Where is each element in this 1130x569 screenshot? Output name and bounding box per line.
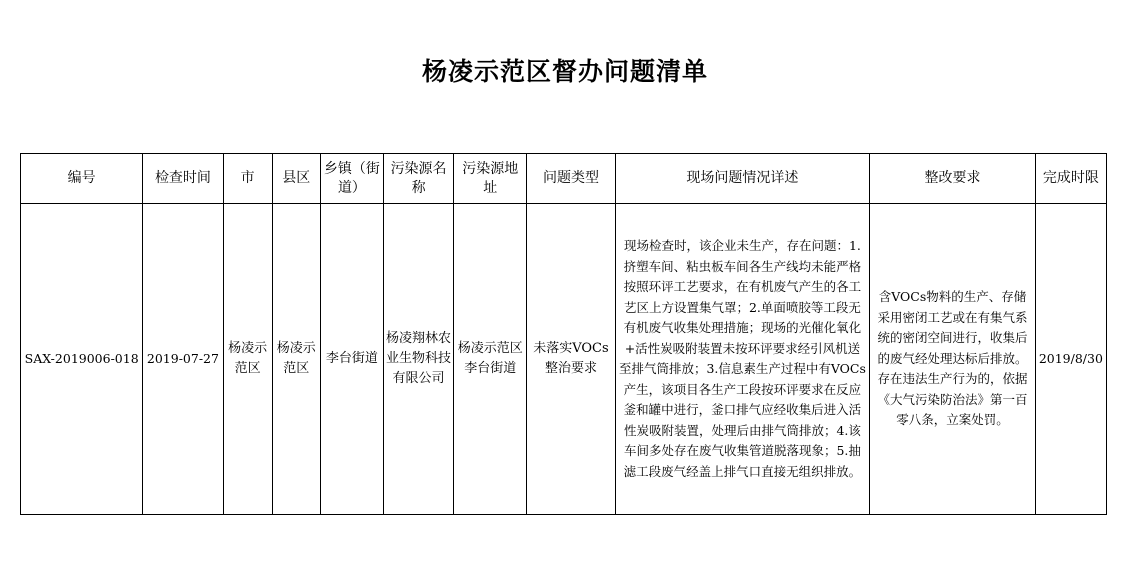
cell-id: SAX-2019006-018: [21, 204, 143, 515]
col-header-details: 现场问题情况详述: [615, 154, 870, 204]
col-header-deadline: 完成时限: [1035, 154, 1106, 204]
col-header-county: 县区: [272, 154, 320, 204]
col-header-source-address: 污染源地址: [454, 154, 527, 204]
supervision-issue-table: [20, 153, 1107, 515]
cell-source-address: 杨凌示范区李台街道: [454, 204, 527, 515]
cell-town: 李台街道: [320, 204, 383, 515]
cell-problem-type: 未落实VOCs整治要求: [527, 204, 615, 515]
cell-deadline: 2019/8/30: [1035, 204, 1106, 515]
col-header-id: 编号: [21, 154, 143, 204]
col-header-town: 乡镇（街道）: [320, 154, 383, 204]
col-header-source-name: 污染源名称: [383, 154, 453, 204]
table-row: [21, 204, 1107, 515]
col-header-requirements: 整改要求: [870, 154, 1035, 204]
cell-details: 现场检查时，该企业未生产，存在问题：1.挤塑车间、粘虫板车间各生产线均未能严格按照环评工艺要求，在有机废气产生的各工艺区上方设置集气罩；2.单面喷胶等工段无有机废气收集处理措施；现场的光催化氧化+活性炭吸附装置未按环评要求经引风机送至排气筒排放；3.信息素生产过程中有VOCs产生，该项目各生产工段按环评要求在反应釜和罐中进行，釜口排气应经收集后进入活性炭吸附装置，处理后由排气筒排放；4.该车间多处存在废气收集管道脱落现象；5.抽滤工段废气经盖上排气口直接无组织排放。: [615, 204, 870, 515]
col-header-problem-type: 问题类型: [527, 154, 615, 204]
col-header-city: 市: [223, 154, 272, 204]
cell-check-date: 2019-07-27: [143, 204, 223, 515]
cell-requirements: 含VOCs物料的生产、存储采用密闭工艺或在有集气系统的密闭空间进行，收集后的废气经处理达标后排放。存在违法生产行为的，依据《大气污染防治法》第一百零八条，立案处罚。: [870, 204, 1035, 515]
cell-county: 杨凌示范区: [272, 204, 320, 515]
page-title: 杨凌示范区督办问题清单: [421, 57, 708, 86]
cell-city: 杨凌示范区: [223, 204, 272, 515]
col-header-check-date: 检查时间: [143, 154, 223, 204]
cell-source-name: 杨凌翔林农业生物科技有限公司: [383, 204, 453, 515]
header-row: [21, 154, 1107, 204]
